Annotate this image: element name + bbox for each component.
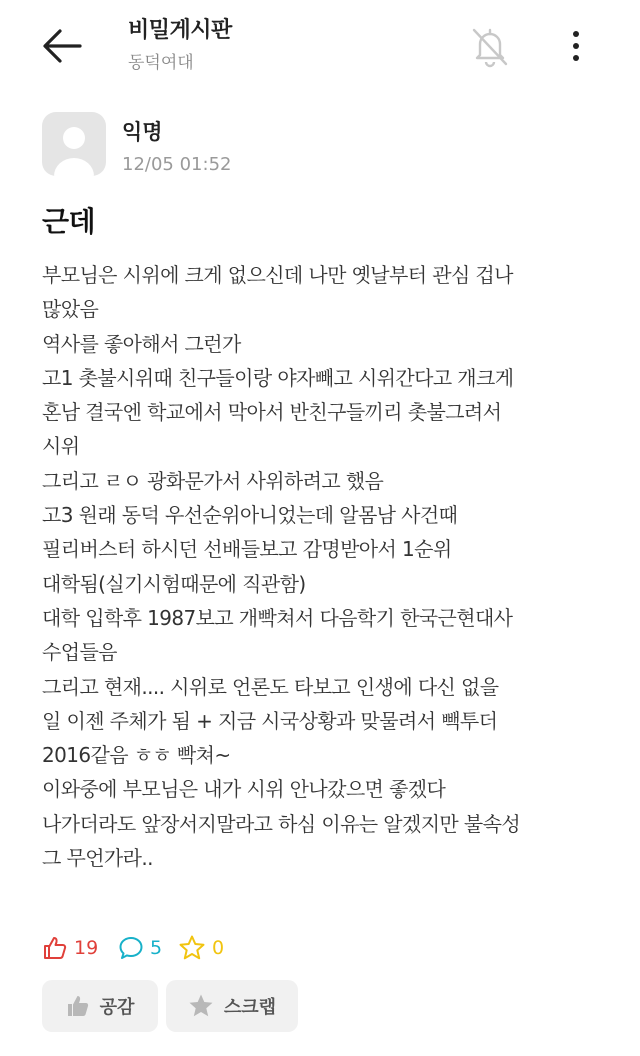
post-body-line: 그리고 현재.... 시위로 언론도 타보고 인생에 다신 없을 <box>42 674 499 699</box>
comment-count <box>118 930 162 966</box>
post-body-line: 시위 <box>42 434 80 459</box>
post-body-line: 부모님은 시위에 크게 없으신데 나만 옛날부터 관심 겁나 <box>42 263 513 287</box>
board-title: 비밀게시판 <box>128 18 232 43</box>
speech-bubble-icon <box>118 935 144 961</box>
scrap-count <box>178 930 224 966</box>
post-author <box>42 112 442 182</box>
notification-toggle-button[interactable] <box>466 22 514 70</box>
more-vertical-icon <box>560 26 592 66</box>
avatar <box>42 112 106 176</box>
post-body-line: 혼남 결국엔 학교에서 막아서 반친구들끼리 촛불그려서 <box>42 400 502 425</box>
like-button-label: 공감 <box>99 997 135 1018</box>
thumbs-up-icon <box>42 935 68 961</box>
board-title-block <box>128 16 232 74</box>
post-body-line: 나가더라도 앞장서지말라고 하심 이유는 알겠지만 불속성 <box>42 811 521 836</box>
post-body-line: 대학됨(실기시험때문에 직관함) <box>42 571 306 596</box>
post-body-line: 필리버스터 하시던 선배들보고 감명받아서 1순위 <box>42 537 452 562</box>
post-body-line: 그 무언가라.. <box>42 846 153 871</box>
post-body-line: 2016같음 ㅎㅎ 빡쳐~ <box>42 743 231 768</box>
thumbs-up-icon <box>66 994 90 1018</box>
more-options-button[interactable] <box>560 26 592 66</box>
scrap-button[interactable] <box>166 980 298 1032</box>
post-body-line: 많았음 <box>42 297 99 322</box>
like-count <box>42 930 98 966</box>
star-icon <box>188 993 214 1019</box>
post-body-line: 이와중에 부모님은 내가 시위 안나갔으면 좋겠다 <box>42 777 446 802</box>
star-icon <box>178 934 206 962</box>
post-body <box>42 258 612 875</box>
post-stats <box>42 930 342 966</box>
app-header <box>0 0 640 92</box>
post-body-line: 고1 촛불시위때 친구들이랑 야자빼고 시위간다고 개크게 <box>42 365 514 390</box>
default-avatar-icon <box>42 112 106 176</box>
author-name: 익명 <box>122 120 163 144</box>
scrap-count-value: 0 <box>212 937 225 959</box>
post-body-line: 대학 입학후 1987보고 개빡쳐서 다음학기 한국근현대사 <box>42 605 513 630</box>
like-button[interactable] <box>42 980 158 1032</box>
post-body-line: 수업들음 <box>42 640 117 665</box>
back-arrow-icon <box>40 26 88 66</box>
comment-count-value: 5 <box>150 937 163 959</box>
post-body-line: 그리고 ㄹㅇ 광화문가서 사위하려고 했음 <box>42 468 384 493</box>
post-body-line: 역사를 좋아해서 그런가 <box>42 331 241 356</box>
scrap-button-label: 스크랩 <box>223 997 277 1018</box>
bell-off-icon <box>466 22 514 70</box>
post-body-line: 고3 원래 동덕 우선순위아니었는데 알몸남 사건때 <box>42 503 458 528</box>
post-datetime: 12/05 01:52 <box>122 154 232 175</box>
back-button[interactable] <box>40 26 88 66</box>
board-subtitle: 동덕여대 <box>128 53 194 73</box>
post-body-line: 일 이젠 주체가 됨 + 지금 시국상황과 맞물려서 빽투더 <box>42 708 498 733</box>
like-count-value: 19 <box>74 937 99 959</box>
post-title: 근데 <box>42 205 96 238</box>
